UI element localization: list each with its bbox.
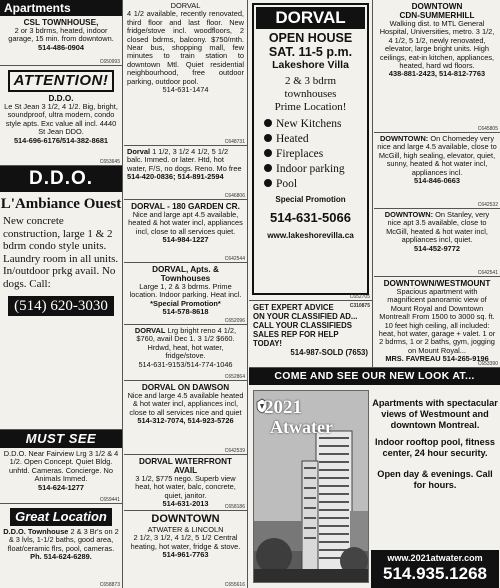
- ad-dorval-lrg[interactable]: [124, 325, 247, 381]
- ad-code: C646806: [224, 193, 245, 199]
- ad-promo: *Special Promotion*: [150, 298, 221, 308]
- ad-code: C652864: [224, 374, 245, 380]
- ad-code: C652096: [224, 318, 245, 324]
- ad-chomedey[interactable]: [374, 133, 500, 209]
- ad-phone: 514-624-1277: [37, 482, 85, 492]
- ad-lambiance-ouest[interactable]: [0, 166, 122, 430]
- ad-phone: 514-987-SOLD (7653): [290, 348, 368, 357]
- ad-line: SALES REP FOR HELP TODAY!: [253, 330, 339, 348]
- feature-label: Heated: [276, 133, 309, 145]
- ad-body: Spacious apartment with magnificent panoramic view of Mount Royal and Downtown Montreal! From 1500 to 3000 sq. ft. 10 feet high ceiling, all included: heat, hot water, garage + valet. 1 or 2 bdrms, 1 or 2 baths, gym, jogging on Mount Royal...: [378, 287, 496, 355]
- ad-code: C659441: [99, 497, 120, 503]
- ad-phone: 514-631-5066: [270, 210, 351, 226]
- feature-label: Fireplaces: [276, 148, 324, 160]
- ad-body: On Stanley, very nice apt 3.5 available, close to McGill, heated & hot water incl, appliances incl, quiet.: [386, 210, 490, 245]
- ad-csl-townhouse[interactable]: [0, 16, 122, 66]
- ad-title: DORVAL: [170, 1, 201, 10]
- ad-line: Apartments with spectacular views of Westmount and downtown Montreal.: [372, 398, 498, 430]
- ad-dorval-balc[interactable]: [124, 146, 247, 200]
- great-location-badge: Great Location: [10, 508, 112, 526]
- ad-stanley[interactable]: [374, 209, 500, 277]
- ad-dawson[interactable]: [124, 381, 247, 455]
- ad-code: C642532: [477, 202, 498, 208]
- open-house-date: SAT. 11-5 p.m.: [268, 45, 353, 59]
- ad-phone: 514-984-1227: [162, 235, 209, 245]
- ad-body: Nice and large apt 4.5 available, heated & hot water incl, appliances incl, close to all services quiet.: [128, 210, 243, 236]
- ad-body: 2 1/2, 3 1/2, 4 1/2, 5 1/2 Central heating, hot water, fridge & stove.: [130, 533, 241, 551]
- ad-body: Le St Jean 3 1/2, 4 1/2. Big, bright, soundproof, ultra modern, condo style apts. Exc value all incl. 4440 St Jean DDO.: [4, 102, 118, 137]
- ad-title: DOWNTOWN:: [384, 210, 434, 219]
- ad-phone: (514) 620-3030: [8, 296, 114, 316]
- ad-body: 3 1/2, $775 nego. Superb view heat, hot water, balc, concrete, quiet, janitor.: [135, 474, 236, 500]
- open-house-label: OPEN HOUSE: [268, 31, 353, 45]
- ad-title: DORVAL ON DAWSON: [141, 383, 230, 392]
- ad-subtitle: CDN-SUMMERHILL: [399, 11, 475, 20]
- ad-line: ON YOUR CLASSIFIED AD...: [253, 312, 358, 321]
- ad-code: C653645: [99, 159, 120, 165]
- ad-code: C310875: [349, 303, 370, 309]
- ad-footer: [371, 550, 499, 588]
- ad-title: DORVAL, Apts. & Townhouses: [152, 265, 219, 283]
- ad-body: Nice and large 4.5 available heated & hot water incl, appliances incl, close to all services nice and quiet: [127, 391, 244, 417]
- logo-name: Atwater: [270, 417, 333, 437]
- ad-code: C658873: [99, 582, 120, 588]
- bullet-icon: [264, 164, 272, 172]
- ad-body: 2 & 3 Br's on 2 & 3 lvls, 1-1/2 baths, good area, float/ceramic flrs, pool, cameras.: [7, 527, 119, 553]
- ad-title: D.D.O. Townhouse: [3, 527, 69, 536]
- ad-header: COME AND SEE OUR NEW LOOK AT...: [249, 368, 500, 385]
- ad-great-location[interactable]: [0, 504, 122, 588]
- ad-promo: Special Promotion: [275, 195, 346, 204]
- ad-westmount[interactable]: [374, 277, 500, 367]
- ad-code: C645805: [477, 126, 498, 132]
- ad-body: 4 1/2 available, recently renovated, third floor and last floor. New fridge/stove incl. woodfloors, 2 closed bdrms, balcony. $750/mth. Near bus, shopping mall, few minutes to train station to downtown Mtl. Quiet residential neighbourhood, free outdoor parking, outdoor pool.: [127, 9, 244, 86]
- feature-label: Indoor parking: [276, 163, 345, 175]
- ad-line: Indoor rooftop pool, fitness center, 24 hour security.: [375, 437, 495, 458]
- ad-code: C652705: [349, 294, 370, 300]
- ad-title: CSL TOWNHOUSE,: [23, 18, 99, 27]
- open-house-box: [252, 3, 369, 295]
- ad-title: DOWNTOWN: [411, 2, 463, 11]
- building-photo: [253, 390, 369, 583]
- unit-description: [258, 75, 363, 114]
- ad-phone: 514-486-0904: [37, 42, 85, 52]
- bullet-icon: [264, 179, 272, 187]
- ad-code: C642544: [224, 256, 245, 262]
- feature-list: [258, 117, 363, 192]
- ad-phone: 514.935.1268: [383, 564, 487, 583]
- ad-phone: MRS. FAVREAU 514-265-9196: [385, 354, 489, 364]
- ad-body: D.D.O. Near Fairview Lrg 3 1/2 & 4 1/2. Open Concept. Quiet Bldg. unhtd. Cameras. Concierge. No Animals Immed.: [3, 449, 119, 484]
- column-1: [0, 0, 123, 588]
- ad-body: Walking dist. to MTL General Hospital, Universities, metro. 3 1/2, 4 1/2, 5 1/2, newly renovated, elevator, large bright units. High ceilings, eat-in kitchen, appliances, heated, hard wd floors.: [379, 19, 495, 71]
- ad-subtitle: ATWATER & LINCOLN: [147, 525, 224, 534]
- ad-title: DORVAL: [134, 326, 166, 335]
- ad-title: DORVAL WATERFRONT AVAIL: [138, 457, 233, 475]
- ad-classified-help[interactable]: [249, 301, 372, 367]
- feature-item: [264, 162, 363, 177]
- ad-url[interactable]: www.2021atwater.com: [387, 553, 483, 563]
- ad-title: DORVAL: [256, 7, 365, 29]
- ad-line: CALL YOUR CLASSIFIEDS: [253, 321, 352, 330]
- ad-copy: [371, 388, 499, 491]
- ad-dorval-open-house[interactable]: [249, 3, 372, 301]
- ad-line: GET EXPERT ADVICE: [253, 303, 334, 312]
- ad-phone: 514-452-9772: [413, 243, 461, 253]
- ad-phone: 514-631-2013: [162, 499, 209, 509]
- feature-item: [264, 177, 363, 192]
- ad-title: L'Ambiance Ouest: [0, 196, 122, 212]
- ad-code: C658186: [224, 504, 245, 510]
- ad-body: Large 1, 2 & 3 bdrms. Prime location. Indoor parking. Heat incl.: [129, 282, 242, 300]
- ad-header: D.D.O.: [0, 166, 122, 192]
- column-2: [124, 0, 248, 588]
- place-name: Lakeshore Villa: [272, 59, 349, 71]
- ad-waterfront[interactable]: [124, 455, 247, 511]
- ad-title: DOWNTOWN: [151, 513, 220, 525]
- ad-cdn-summerhill[interactable]: [374, 0, 500, 133]
- feature-item: [264, 132, 363, 147]
- must-see-banner: MUST SEE: [0, 430, 122, 448]
- ad-2021-atwater[interactable]: [249, 367, 500, 588]
- ad-phone: 514-846-0663: [413, 176, 461, 186]
- ad-body: 1 1/2, 3 1/2 4 1/2, 5 1/2 balc. Immed. or later. Htd, hot water, F/S, no dogs. Reno. Mo free: [127, 147, 242, 173]
- ad-title: DOWNTOWN/WESTMOUNT: [383, 279, 491, 288]
- ad-title: D.D.O.: [48, 94, 74, 103]
- tagline: Prime Location!: [274, 101, 347, 113]
- attention-badge: ATTENTION!: [8, 70, 115, 92]
- section-header: Apartments: [0, 0, 122, 16]
- ad-phone: 514-578-8618: [162, 307, 209, 317]
- ad-url[interactable]: www.lakeshorevilla.ca: [267, 231, 354, 241]
- ad-code: C653390: [477, 361, 498, 367]
- ad-attention-ddo[interactable]: [0, 66, 122, 166]
- bullet-icon: [264, 119, 272, 127]
- ad-phone: 514-312-7074, 514-923-5726: [137, 416, 234, 426]
- ad-body: 2 or 3 bdrms, heated, indoor garage, 15 min. from downtown.: [8, 26, 114, 44]
- ad-dorval-reno[interactable]: [124, 0, 247, 146]
- ad-apts-townhouses[interactable]: [124, 263, 247, 325]
- ad-body: On Chomedey very nice and large 4.5 available, close to McGill, high sealing, elevator, quiet, sunny, heated & hot water incl, appliances incl.: [377, 134, 497, 177]
- ad-code: C642541: [477, 270, 498, 276]
- ad-code: C642539: [224, 448, 245, 454]
- ad-phone: 514-696-6176/514-382-8681: [13, 135, 109, 145]
- ad-phone: 514-631-1474: [162, 85, 209, 95]
- logo-number: 2021: [264, 397, 302, 418]
- column-3: [249, 0, 373, 367]
- ad-garden-cr[interactable]: [124, 200, 247, 263]
- ad-phone: 514-961-7763: [162, 550, 209, 560]
- ad-body: Lrg bright reno 4 1/2, $760, avail Dec 1. 3 1/2 $660. Hrdwd, heat, hot water, fridge/stove.: [136, 326, 237, 361]
- feature-label: Pool: [276, 178, 298, 190]
- ad-code: C650993: [99, 59, 120, 65]
- ad-phone: Ph. 514-624-6289.: [30, 552, 92, 562]
- bullet-icon: [264, 149, 272, 157]
- units-text: 2 & 3 bdrm townhouses: [284, 75, 337, 100]
- ad-line: Open day & evenings. Call for hours.: [377, 469, 493, 490]
- ad-body: New concrete construction, large 1 & 2 bdrm condo style units. Laundry room in all units. In/outdoor prkg avail. No dogs. Call:: [3, 215, 119, 290]
- bullet-icon: [264, 134, 272, 142]
- feature-item: [264, 117, 363, 132]
- ad-phone: 514-420-0836; 514-891-2594: [127, 172, 224, 182]
- feature-label: New Kitchens: [276, 118, 342, 130]
- ad-must-see[interactable]: [0, 430, 122, 504]
- column-4: [374, 0, 500, 367]
- ad-code: C648731: [224, 139, 245, 145]
- feature-item: [264, 147, 363, 162]
- ad-title: DOWNTOWN:: [379, 134, 429, 143]
- ad-phone: 514-631-9153/514-774-1046: [138, 359, 233, 369]
- ad-title: DORVAL - 180 GARDEN CR.: [131, 202, 240, 211]
- ad-phone: 438-881-2423, 514-812-7763: [388, 69, 486, 79]
- ad-code: C655616: [224, 582, 245, 588]
- ad-downtown-atwater[interactable]: [124, 511, 247, 588]
- ad-title: Dorval: [127, 147, 151, 156]
